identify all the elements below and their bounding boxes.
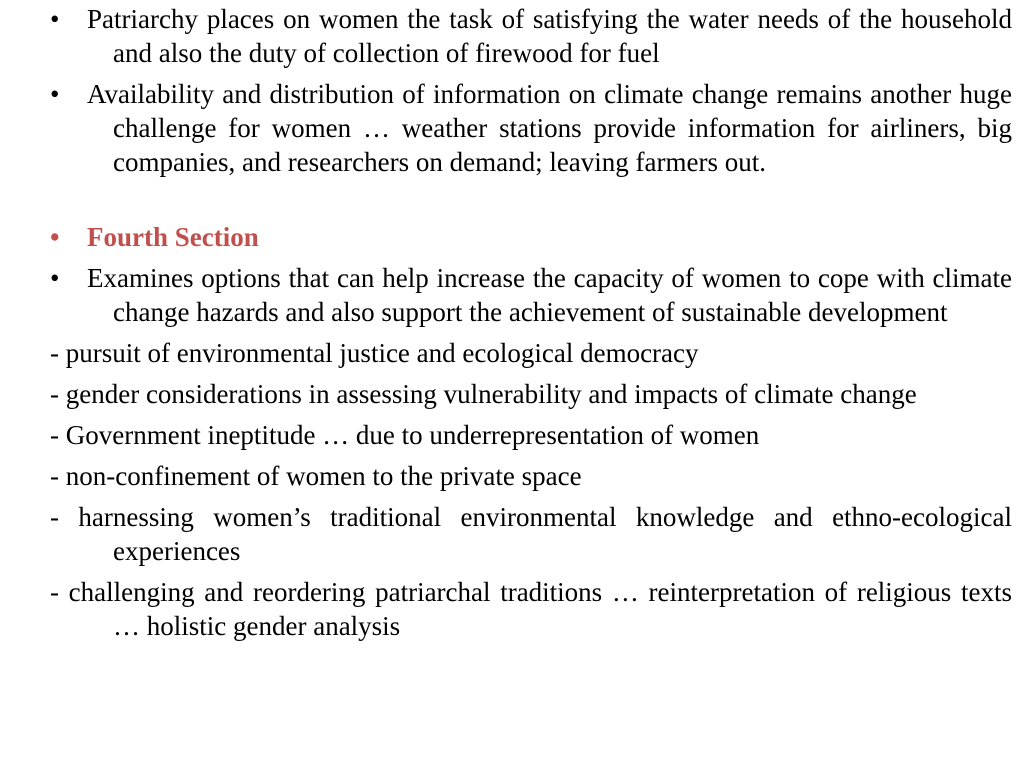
sub-item-gender-considerations: - gender considerations in assessing vulnerability and impacts of climate change (50, 379, 917, 409)
section-heading (12, 220, 1012, 254)
bullet-icon: • (50, 263, 60, 293)
sub-item-government-ineptitude: - Government ineptitude … due to underrepresentation of women (50, 420, 760, 450)
bullet-icon: • (50, 4, 60, 34)
bullet-text: Examines options that can help increase the capacity of women to cope with climate change hazards and also support the achievement of sustainable development (87, 263, 1012, 327)
bullet-icon: • (50, 222, 60, 252)
bullet-text: Patriarchy places on women the task of satisfying the water needs of the household and also the duty of collection of firewood for fuel (87, 4, 1012, 68)
sub-item-environmental-justice: - pursuit of environmental justice and ecological democracy (50, 338, 699, 368)
sub-item-patriarchal-traditions: - challenging and reordering patriarchal traditions … reinterpretation of religious texts … holistic gender analysis (50, 577, 1012, 641)
bullet-item-examines-options (12, 261, 1012, 329)
spacer (12, 186, 1012, 220)
sub-item-traditional-knowledge: - harnessing women’s traditional environmental knowledge and ethno-ecological experiences (50, 502, 1012, 566)
sub-item-non-confinement: - non-confinement of women to the private space (50, 461, 582, 491)
section-heading-text: Fourth Section (87, 222, 259, 252)
bullet-text: Availability and distribution of information on climate change remains another huge challenge for women … weather stations provide information for airliners, big companies, and researchers on demand; leaving farmers out. (87, 79, 1012, 177)
bullet-icon: • (50, 79, 60, 109)
bullet-item-water-needs (12, 2, 1012, 70)
bullet-item-climate-information (12, 77, 1012, 179)
